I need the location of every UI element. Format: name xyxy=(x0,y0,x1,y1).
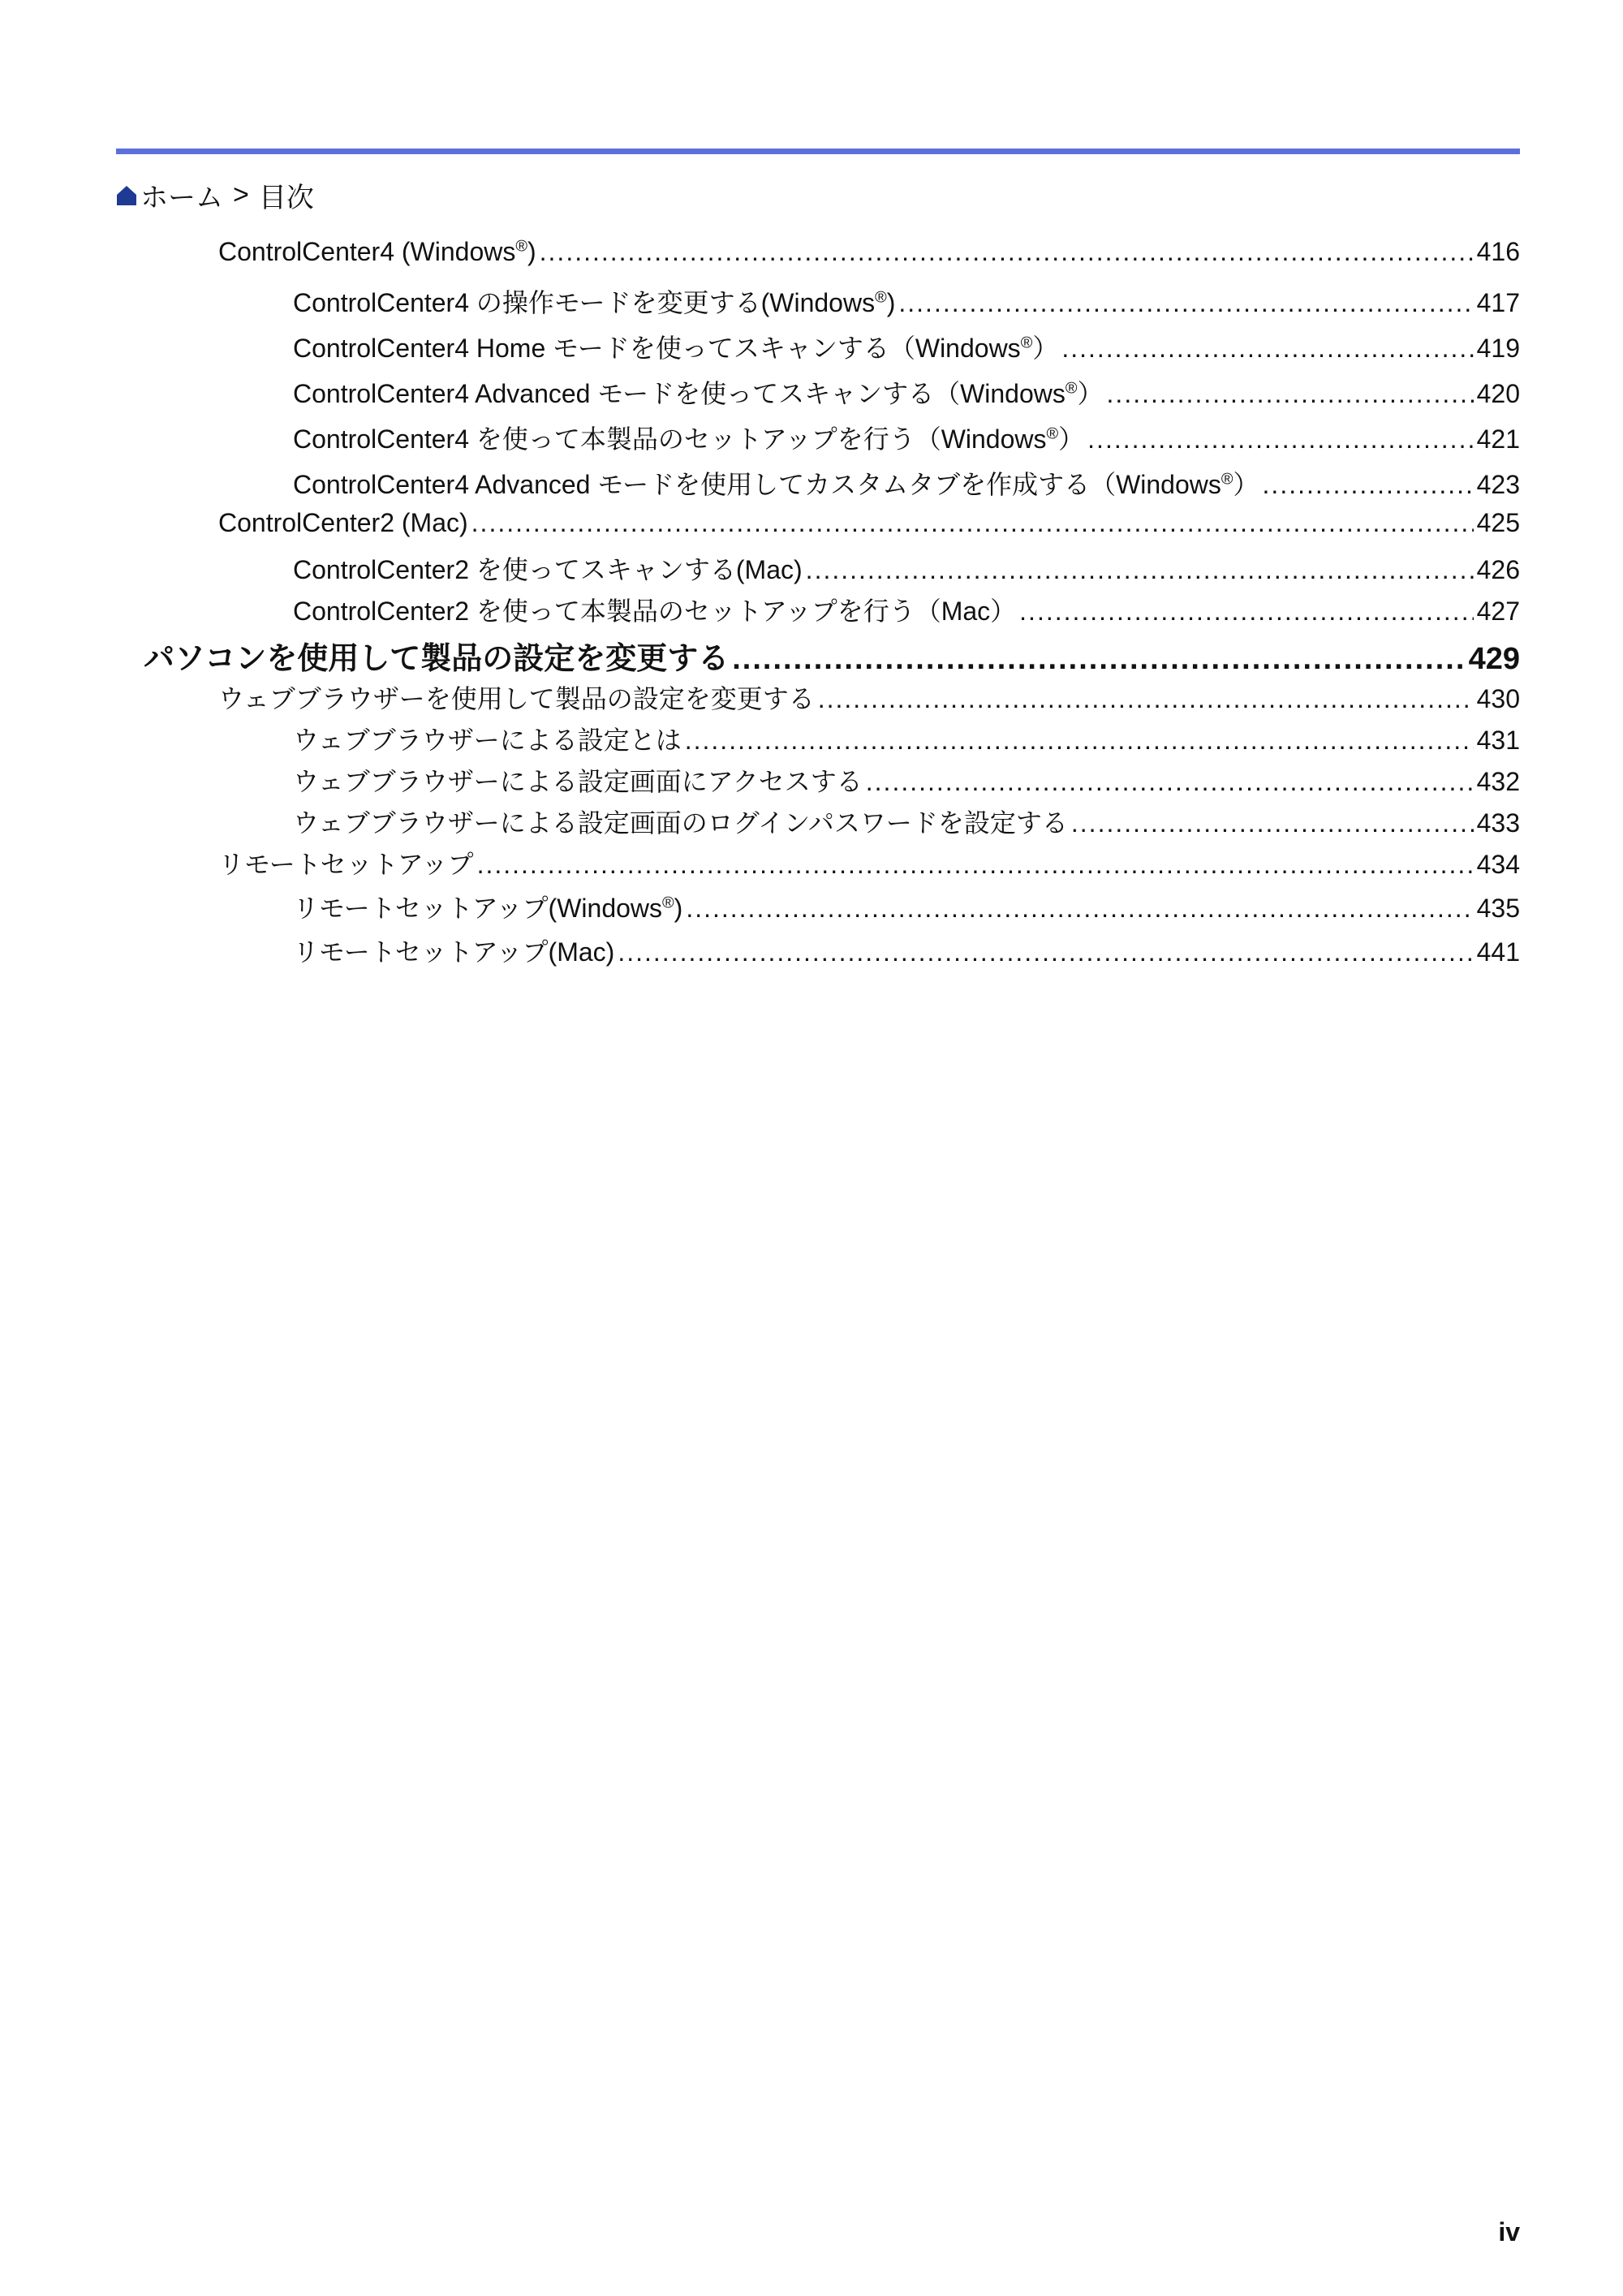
toc-entry[interactable] xyxy=(293,932,1520,969)
toc-leader xyxy=(732,642,1465,677)
breadcrumb xyxy=(116,175,314,215)
toc-entry-title: ControlCenter4 Advanced モードを使用してカスタムタブを作成する（Windows®） xyxy=(293,470,1259,499)
toc-entry[interactable] xyxy=(293,419,1520,456)
breadcrumb-current: 目次 xyxy=(258,183,314,213)
toc-entry-title: パソコンを使用して製品の設定を変更する xyxy=(144,642,730,676)
toc-entry-page: 433 xyxy=(1476,808,1520,838)
toc-entry[interactable] xyxy=(293,282,1520,320)
toc-chapter-entry[interactable] xyxy=(144,633,1520,678)
toc-entry-page: 434 xyxy=(1476,850,1520,879)
toc-entry[interactable] xyxy=(293,591,1520,628)
toc-entry-title: リモートセットアップ(Mac) xyxy=(293,937,615,967)
toc-entry[interactable] xyxy=(293,464,1520,502)
toc-entry-page: 441 xyxy=(1476,937,1520,967)
toc-entry-title: ウェブブラウザーによる設定とは xyxy=(293,726,682,755)
toc-leader xyxy=(685,726,1474,756)
toc-entry-title: リモートセットアップ xyxy=(218,850,474,879)
toc-entry-page: 432 xyxy=(1476,767,1520,796)
toc-entry-page: 419 xyxy=(1476,334,1520,363)
toc-entry-page: 435 xyxy=(1476,894,1520,923)
toc-entry-page: 427 xyxy=(1476,597,1520,626)
toc-leader xyxy=(1019,597,1473,627)
toc-entry[interactable] xyxy=(293,549,1520,587)
toc-leader xyxy=(866,767,1474,797)
toc-entry-title: ControlCenter4 の操作モードを変更する(Windows®) xyxy=(293,288,896,317)
toc-entry-page: 421 xyxy=(1476,424,1520,454)
toc-entry-title: ControlCenter2 を使って本製品のセットアップを行う（Mac） xyxy=(293,597,1017,626)
toc-leader xyxy=(471,508,1474,538)
toc-entry[interactable] xyxy=(218,844,1520,881)
toc-entry[interactable] xyxy=(218,237,1520,267)
toc-entry-title: ControlCenter4 (Windows®) xyxy=(218,237,536,266)
toc-entry-page: 417 xyxy=(1476,288,1520,317)
toc-entry-title: ControlCenter4 Home モードを使ってスキャンする（Windows®） xyxy=(293,334,1059,363)
toc-entry-title: ControlCenter2 を使ってスキャンする(Mac) xyxy=(293,555,803,584)
toc-leader xyxy=(818,684,1474,714)
toc-leader xyxy=(477,850,1474,880)
toc-entry-page: 416 xyxy=(1476,237,1520,266)
toc-entry-page: 426 xyxy=(1476,555,1520,584)
toc-leader xyxy=(618,937,1473,967)
toc-entry-title: ウェブブラウザーによる設定画面にアクセスする xyxy=(293,767,863,796)
toc-entry-page: 430 xyxy=(1476,684,1520,713)
toc-leader xyxy=(540,237,1474,267)
toc-leader xyxy=(686,894,1473,924)
toc-entry-title: ControlCenter4 Advanced モードを使ってスキャンする（Windows®） xyxy=(293,379,1104,408)
toc-entry-title: ControlCenter4 を使って本製品のセットアップを行う（Windows®） xyxy=(293,424,1085,454)
toc-entry-page: 420 xyxy=(1476,379,1520,408)
toc-entry-page: 431 xyxy=(1476,726,1520,755)
toc-entry[interactable] xyxy=(293,803,1520,840)
toc-entry-title: ControlCenter2 (Mac) xyxy=(218,508,468,537)
toc-leader xyxy=(898,288,1473,318)
toc-entry-title: リモートセットアップ(Windows®) xyxy=(293,894,683,923)
page-number: iv xyxy=(1498,2217,1520,2246)
breadcrumb-separator: > xyxy=(233,179,249,210)
toc-entry[interactable] xyxy=(293,328,1520,365)
toc-entry-page: 429 xyxy=(1468,642,1520,676)
toc-entry-page: 423 xyxy=(1476,470,1520,499)
toc-entry[interactable] xyxy=(293,720,1520,757)
toc-entry-page: 425 xyxy=(1476,508,1520,537)
header-rule xyxy=(116,149,1520,154)
toc-leader xyxy=(806,555,1474,585)
toc-leader xyxy=(1107,379,1474,409)
home-icon[interactable] xyxy=(116,184,137,207)
toc-entry[interactable] xyxy=(293,373,1520,411)
toc-leader xyxy=(1061,334,1473,364)
toc-leader xyxy=(1263,470,1474,500)
toc-leader xyxy=(1071,808,1474,838)
toc-entry[interactable] xyxy=(293,761,1520,799)
toc-entry[interactable] xyxy=(218,508,1520,538)
toc-entry-title: ウェブブラウザーによる設定画面のログインパスワードを設定する xyxy=(293,808,1068,838)
toc-leader xyxy=(1087,424,1473,454)
breadcrumb-home-link[interactable]: ホーム xyxy=(140,183,223,213)
toc-entry[interactable] xyxy=(293,888,1520,925)
toc-entry-title: ウェブブラウザーを使用して製品の設定を変更する xyxy=(218,684,815,713)
toc-entry[interactable] xyxy=(218,678,1520,716)
